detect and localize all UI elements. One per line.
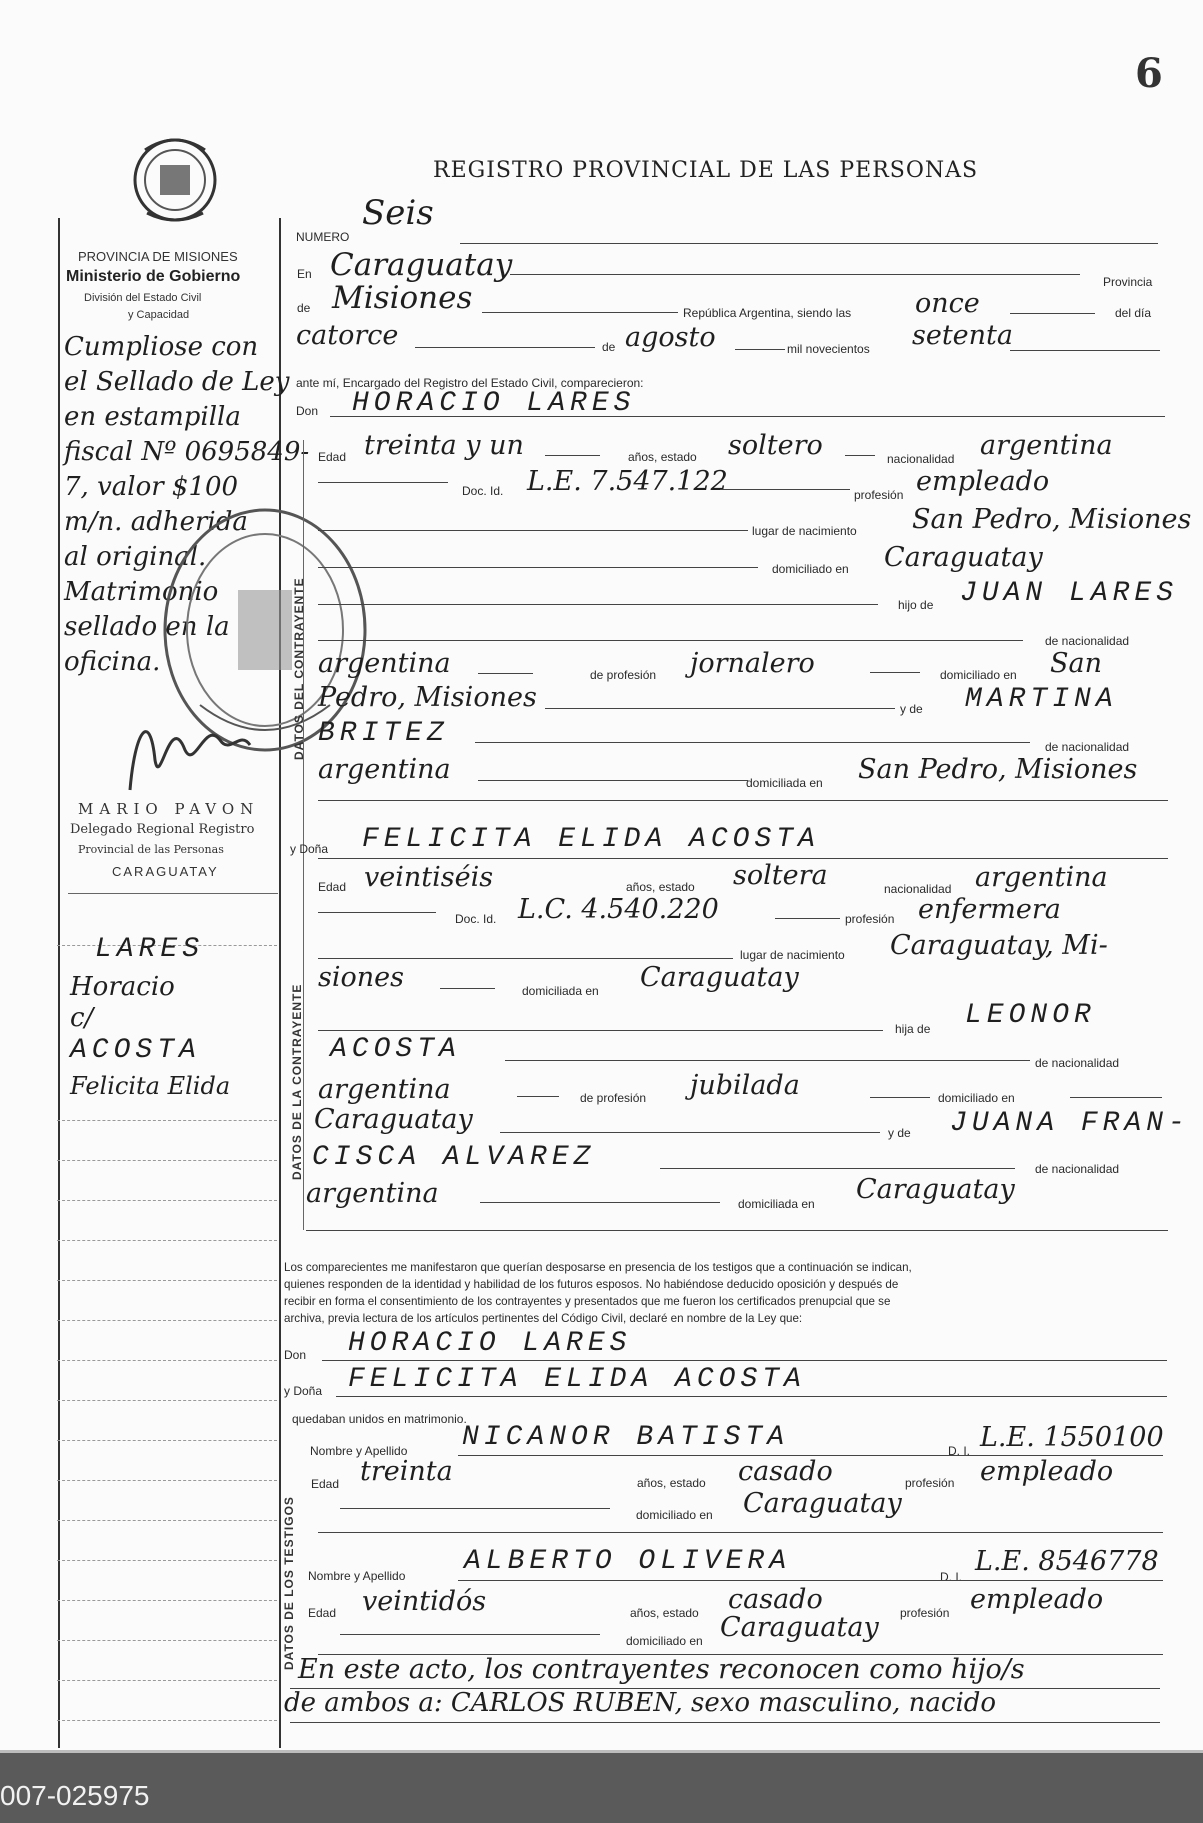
- don-label: Don: [296, 404, 319, 418]
- bride-madre-b: ACOSTA: [330, 1034, 461, 1065]
- signer-name: MARIO PAVON: [78, 800, 260, 818]
- witness-section-label: DATOS DE LOS TESTIGOS: [282, 1496, 296, 1670]
- w2-di: L.E. 8546778: [975, 1546, 1159, 1577]
- w1-nombre-label: Nombre y Apellido: [310, 1444, 408, 1458]
- del-dia-label: del día: [1115, 306, 1152, 320]
- quedaban-text: quedaban unidos en matrimonio.: [292, 1412, 467, 1426]
- signer-place: CARAGUATAY: [112, 864, 219, 879]
- doc-label: Doc. Id.: [462, 484, 504, 498]
- page-number: 6: [1135, 50, 1163, 97]
- bride-anos-label: años, estado: [626, 880, 695, 894]
- w1-prof-label: profesión: [905, 1476, 955, 1490]
- ante-text: ante mí, Encargado del Registro del Estado Civil, comparecieron:: [296, 376, 644, 390]
- w1-edad: treinta: [360, 1456, 453, 1487]
- bride-madre-prof-label: de profesión: [580, 1091, 647, 1105]
- bride-abuela-nac: argentina: [306, 1178, 439, 1209]
- edad-label: Edad: [318, 450, 347, 464]
- bride-madre-nac: argentina: [318, 1074, 451, 1105]
- document-code: 007-025975: [0, 1780, 150, 1811]
- w2-nombre-label: Nombre y Apellido: [308, 1569, 406, 1583]
- signature-icon: [110, 690, 260, 804]
- bride-nac-label: nacionalidad: [884, 882, 952, 896]
- mes-value: agosto: [625, 322, 716, 353]
- groom-padre-dom-label: domiciliado en: [940, 668, 1017, 682]
- w1-dom-label: domiciliado en: [636, 1508, 713, 1522]
- w2-domicilio: Caraguatay: [720, 1612, 879, 1643]
- bride-doc-label: Doc. Id.: [455, 912, 497, 926]
- groom-lugar-label: lugar de nacimiento: [752, 524, 857, 538]
- capacity-label: y Capacidad: [128, 309, 190, 321]
- page-title: REGISTRO PROVINCIAL DE LAS PERSONAS: [433, 158, 979, 183]
- bride-madre-dom-label: domiciliado en: [938, 1091, 1015, 1105]
- union-don-label: Don: [284, 1348, 307, 1362]
- groom-section-label: DATOS DEL CONTRAYENTE: [292, 577, 306, 760]
- w2-di-label: D. I.: [940, 1570, 963, 1584]
- bride-lugar-a: Caraguatay, Mi-: [890, 930, 1108, 961]
- coat-of-arms-icon: [125, 135, 225, 229]
- bride-prof-label: profesión: [845, 912, 895, 926]
- groom-madre-nac-label: de nacionalidad: [1045, 740, 1130, 754]
- groom-y-de-label: y de: [900, 702, 923, 716]
- groom-lugar: San Pedro, Misiones: [912, 504, 1192, 535]
- union-dona-label: y Doña: [284, 1384, 323, 1398]
- bride-edad-label: Edad: [318, 880, 347, 894]
- w2-edad: veintidós: [362, 1586, 487, 1617]
- w1-di: L.E. 1550100: [980, 1422, 1164, 1453]
- w1-domicilio: Caraguatay: [743, 1488, 902, 1519]
- w1-estado: casado: [738, 1456, 833, 1487]
- provincia-label: Provincia: [1103, 275, 1153, 289]
- left-border: [58, 218, 60, 1748]
- ministry-label: Ministerio de Gobierno: [66, 268, 241, 285]
- w1-profesion: empleado: [980, 1456, 1114, 1487]
- provincia-value: Misiones: [332, 280, 473, 316]
- bride-lugar-label: lugar de nacimiento: [740, 948, 845, 962]
- bride-madre-nac-label: de nacionalidad: [1035, 1056, 1120, 1070]
- w2-edad-label: Edad: [308, 1606, 337, 1620]
- bride-edad: veintiséis: [364, 862, 494, 893]
- groom-padre-nac: argentina: [318, 648, 451, 679]
- groom-madre-dom-label: domiciliada en: [746, 776, 823, 790]
- republica-label: República Argentina, siendo las: [683, 306, 852, 320]
- bride-profesion: enfermera: [918, 894, 1061, 925]
- w1-di-label: D. I.: [948, 1444, 971, 1458]
- mil-label: mil novecientos: [787, 342, 870, 356]
- margin-names: LARES Horacio c/ ACOSTA Felicita Elida: [70, 934, 231, 1100]
- groom-prof-label: profesión: [854, 488, 904, 502]
- bride-madre-dom: Caraguatay: [314, 1104, 473, 1135]
- groom-nacionalidad: argentina: [980, 430, 1113, 461]
- bride-doc: L.C. 4.540.220: [518, 894, 719, 925]
- numero-value: Seis: [362, 193, 434, 233]
- groom-doc: L.E. 7.547.122: [527, 466, 728, 497]
- y-dona-label: y Doña: [290, 842, 329, 856]
- groom-nac-label: nacionalidad: [887, 452, 955, 466]
- groom-madre-nac: argentina: [318, 754, 451, 785]
- de-label: de: [297, 301, 311, 315]
- w1-edad-label: Edad: [311, 1477, 340, 1491]
- groom-name: HORACIO LARES: [352, 388, 636, 419]
- groom-madre-b: BRITEZ: [318, 718, 449, 749]
- bride-hija-label: hija de: [895, 1022, 931, 1036]
- bride-dom-label: domiciliada en: [522, 984, 599, 998]
- bride-abuela-a: JUANA FRAN-: [950, 1108, 1190, 1139]
- legal-paragraph: Los comparecientes me manifestaron que querían desposarse en presencia de los testigos que a continuación se indican, quienes responden de la identidad y habilidad de los futuros esposos. No habiéndose deducido oposición y después de recibir en forma el consentimiento de los contrayentes y presentados que me fueron los certificados prenupcial que se archiva, previa lectura de los artículos pertinentes del Código Civil, declaré en nombre de la Ley que:: [284, 1261, 912, 1325]
- dia-value: catorce: [296, 320, 399, 351]
- groom-hijo-label: hijo de: [898, 598, 934, 612]
- union-don: HORACIO LARES: [348, 1328, 632, 1359]
- signer-title-2: Provincial de las Personas: [78, 843, 224, 856]
- groom-padre-dom-b: Pedro, Misiones: [318, 682, 537, 713]
- groom-padre-prof-label: de profesión: [590, 668, 657, 682]
- signer-title-1: Delegado Regional Registro: [70, 822, 255, 837]
- division-label: División del Estado Civil: [84, 292, 202, 304]
- hora-value: once: [915, 288, 980, 319]
- union-dona: FELICITA ELIDA ACOSTA: [348, 1364, 806, 1395]
- bride-lugar-b: siones: [318, 962, 404, 993]
- groom-madre-a: MARTINA: [965, 684, 1118, 715]
- bride-madre: LEONOR: [965, 1000, 1096, 1031]
- w2-dom-label: domiciliado en: [626, 1634, 703, 1648]
- groom-estado: soltero: [728, 430, 823, 461]
- groom-edad: treinta y un: [364, 430, 524, 461]
- w2-estado: casado: [728, 1584, 823, 1615]
- bride-abuela-b: CISCA ALVAREZ: [312, 1142, 596, 1173]
- w2-name: ALBERTO OLIVERA: [464, 1546, 792, 1577]
- groom-padre: JUAN LARES: [960, 578, 1179, 609]
- w1-anos-label: años, estado: [637, 1476, 706, 1490]
- province-label: PROVINCIA DE MISIONES: [78, 249, 238, 264]
- bride-section-label: DATOS DE LA CONTRAYENTE: [290, 983, 304, 1180]
- anio-value: setenta: [912, 320, 1013, 351]
- bride-name: FELICITA ELIDA ACOSTA: [362, 824, 820, 855]
- groom-padre-nac-label: de nacionalidad: [1045, 634, 1130, 648]
- w1-name: NICANOR BATISTA: [462, 1422, 790, 1453]
- bride-y-de-label: y de: [888, 1126, 911, 1140]
- groom-dom-label: domiciliado en: [772, 562, 849, 576]
- numero-label: NUMERO: [296, 230, 350, 244]
- w2-prof-label: profesión: [900, 1606, 950, 1620]
- bride-madre-prof: jubilada: [690, 1070, 800, 1101]
- w2-profesion: empleado: [970, 1584, 1104, 1615]
- groom-anos-label: años, estado: [628, 450, 697, 464]
- closing-line-1: En este acto, los contrayentes reconocen como hijo/s: [298, 1654, 1025, 1685]
- bride-abuela-nac-label: de nacionalidad: [1035, 1162, 1120, 1176]
- groom-profesion: empleado: [916, 466, 1050, 497]
- bride-abuela-dom-label: domiciliada en: [738, 1197, 815, 1211]
- bride-domicilio: Caraguatay: [640, 962, 799, 993]
- groom-madre-dom: San Pedro, Misiones: [858, 754, 1138, 785]
- bride-abuela-dom: Caraguatay: [856, 1174, 1015, 1205]
- groom-padre-prof: jornalero: [690, 648, 815, 679]
- fiscal-stamp-note: Cumpliose con el Sellado de Ley en estampilla fiscal Nº 0695849- 7, valor $100 m/n. adherida al original. Matrimonio sellado en la oficina.: [64, 332, 310, 677]
- de-mes-label: de: [602, 340, 616, 354]
- bride-nacionalidad: argentina: [975, 862, 1108, 893]
- w2-anos-label: años, estado: [630, 1606, 699, 1620]
- footer-bar: [0, 1753, 1203, 1823]
- lugar-value: Caraguatay: [330, 247, 513, 283]
- en-label: En: [297, 267, 312, 281]
- closing-line-2: de ambos a: CARLOS RUBEN, sexo masculino, nacido: [284, 1688, 997, 1718]
- bride-estado: soltera: [733, 860, 828, 891]
- groom-padre-dom-a: San: [1050, 648, 1102, 679]
- groom-domicilio: Caraguatay: [884, 542, 1043, 573]
